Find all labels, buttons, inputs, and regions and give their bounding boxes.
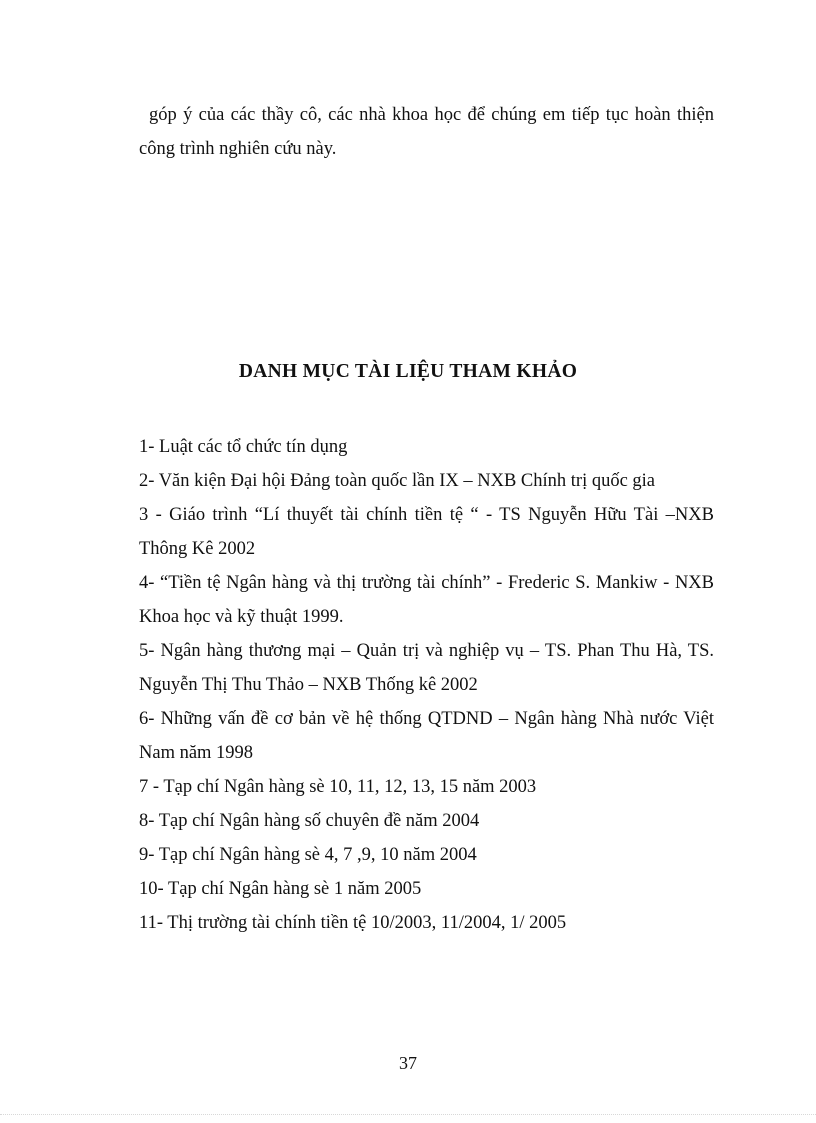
page-bottom-divider <box>0 1114 816 1115</box>
reference-item: 5- Ngân hàng thương mại – Quản trị và nghiệp vụ – TS. Phan Thu Hà, TS. Nguyễn Thị Thu Thảo – NXB Thống kê 2002 <box>139 641 714 695</box>
page-number: 37 <box>399 1053 417 1073</box>
references-heading: DANH MỤC TÀI LIỆU THAM KHẢO <box>238 361 578 382</box>
reference-list <box>139 430 714 940</box>
reference-item: 7 - Tạp chí Ngân hàng sè 10, 11, 12, 13, 15 năm 2003 <box>139 777 537 797</box>
reference-item: 9- Tạp chí Ngân hàng sè 4, 7 ,9, 10 năm 2004 <box>139 845 477 865</box>
reference-item: 10- Tạp chí Ngân hàng sè 1 năm 2005 <box>139 879 422 899</box>
intro-paragraph: góp ý của các thầy cô, các nhà khoa học để chúng em tiếp tục hoàn thiện công trình nghiên cứu này. <box>139 105 714 159</box>
reference-item: 8- Tạp chí Ngân hàng số chuyên đề năm 2004 <box>139 811 480 831</box>
reference-item: 3 - Giáo trình “Lí thuyết tài chính tiền tệ “ - TS Nguyễn Hữu Tài –NXB Thông Kê 2002 <box>139 505 714 559</box>
reference-item: 6- Những vấn đề cơ bản về hệ thống QTDND – Ngân hàng Nhà nước Việt Nam năm 1998 <box>139 709 714 763</box>
reference-item: 11- Thị trường tài chính tiền tệ 10/2003, 11/2004, 1/ 2005 <box>139 913 567 933</box>
reference-item: 4- “Tiền tệ Ngân hàng và thị trường tài chính” - Frederic S. Mankiw - NXB Khoa học và kỹ thuật 1999. <box>139 573 714 627</box>
reference-item: 2- Văn kiện Đại hội Đảng toàn quốc lần IX – NXB Chính trị quốc gia <box>139 471 656 491</box>
reference-item: 1- Luật các tổ chức tín dụng <box>139 437 348 457</box>
